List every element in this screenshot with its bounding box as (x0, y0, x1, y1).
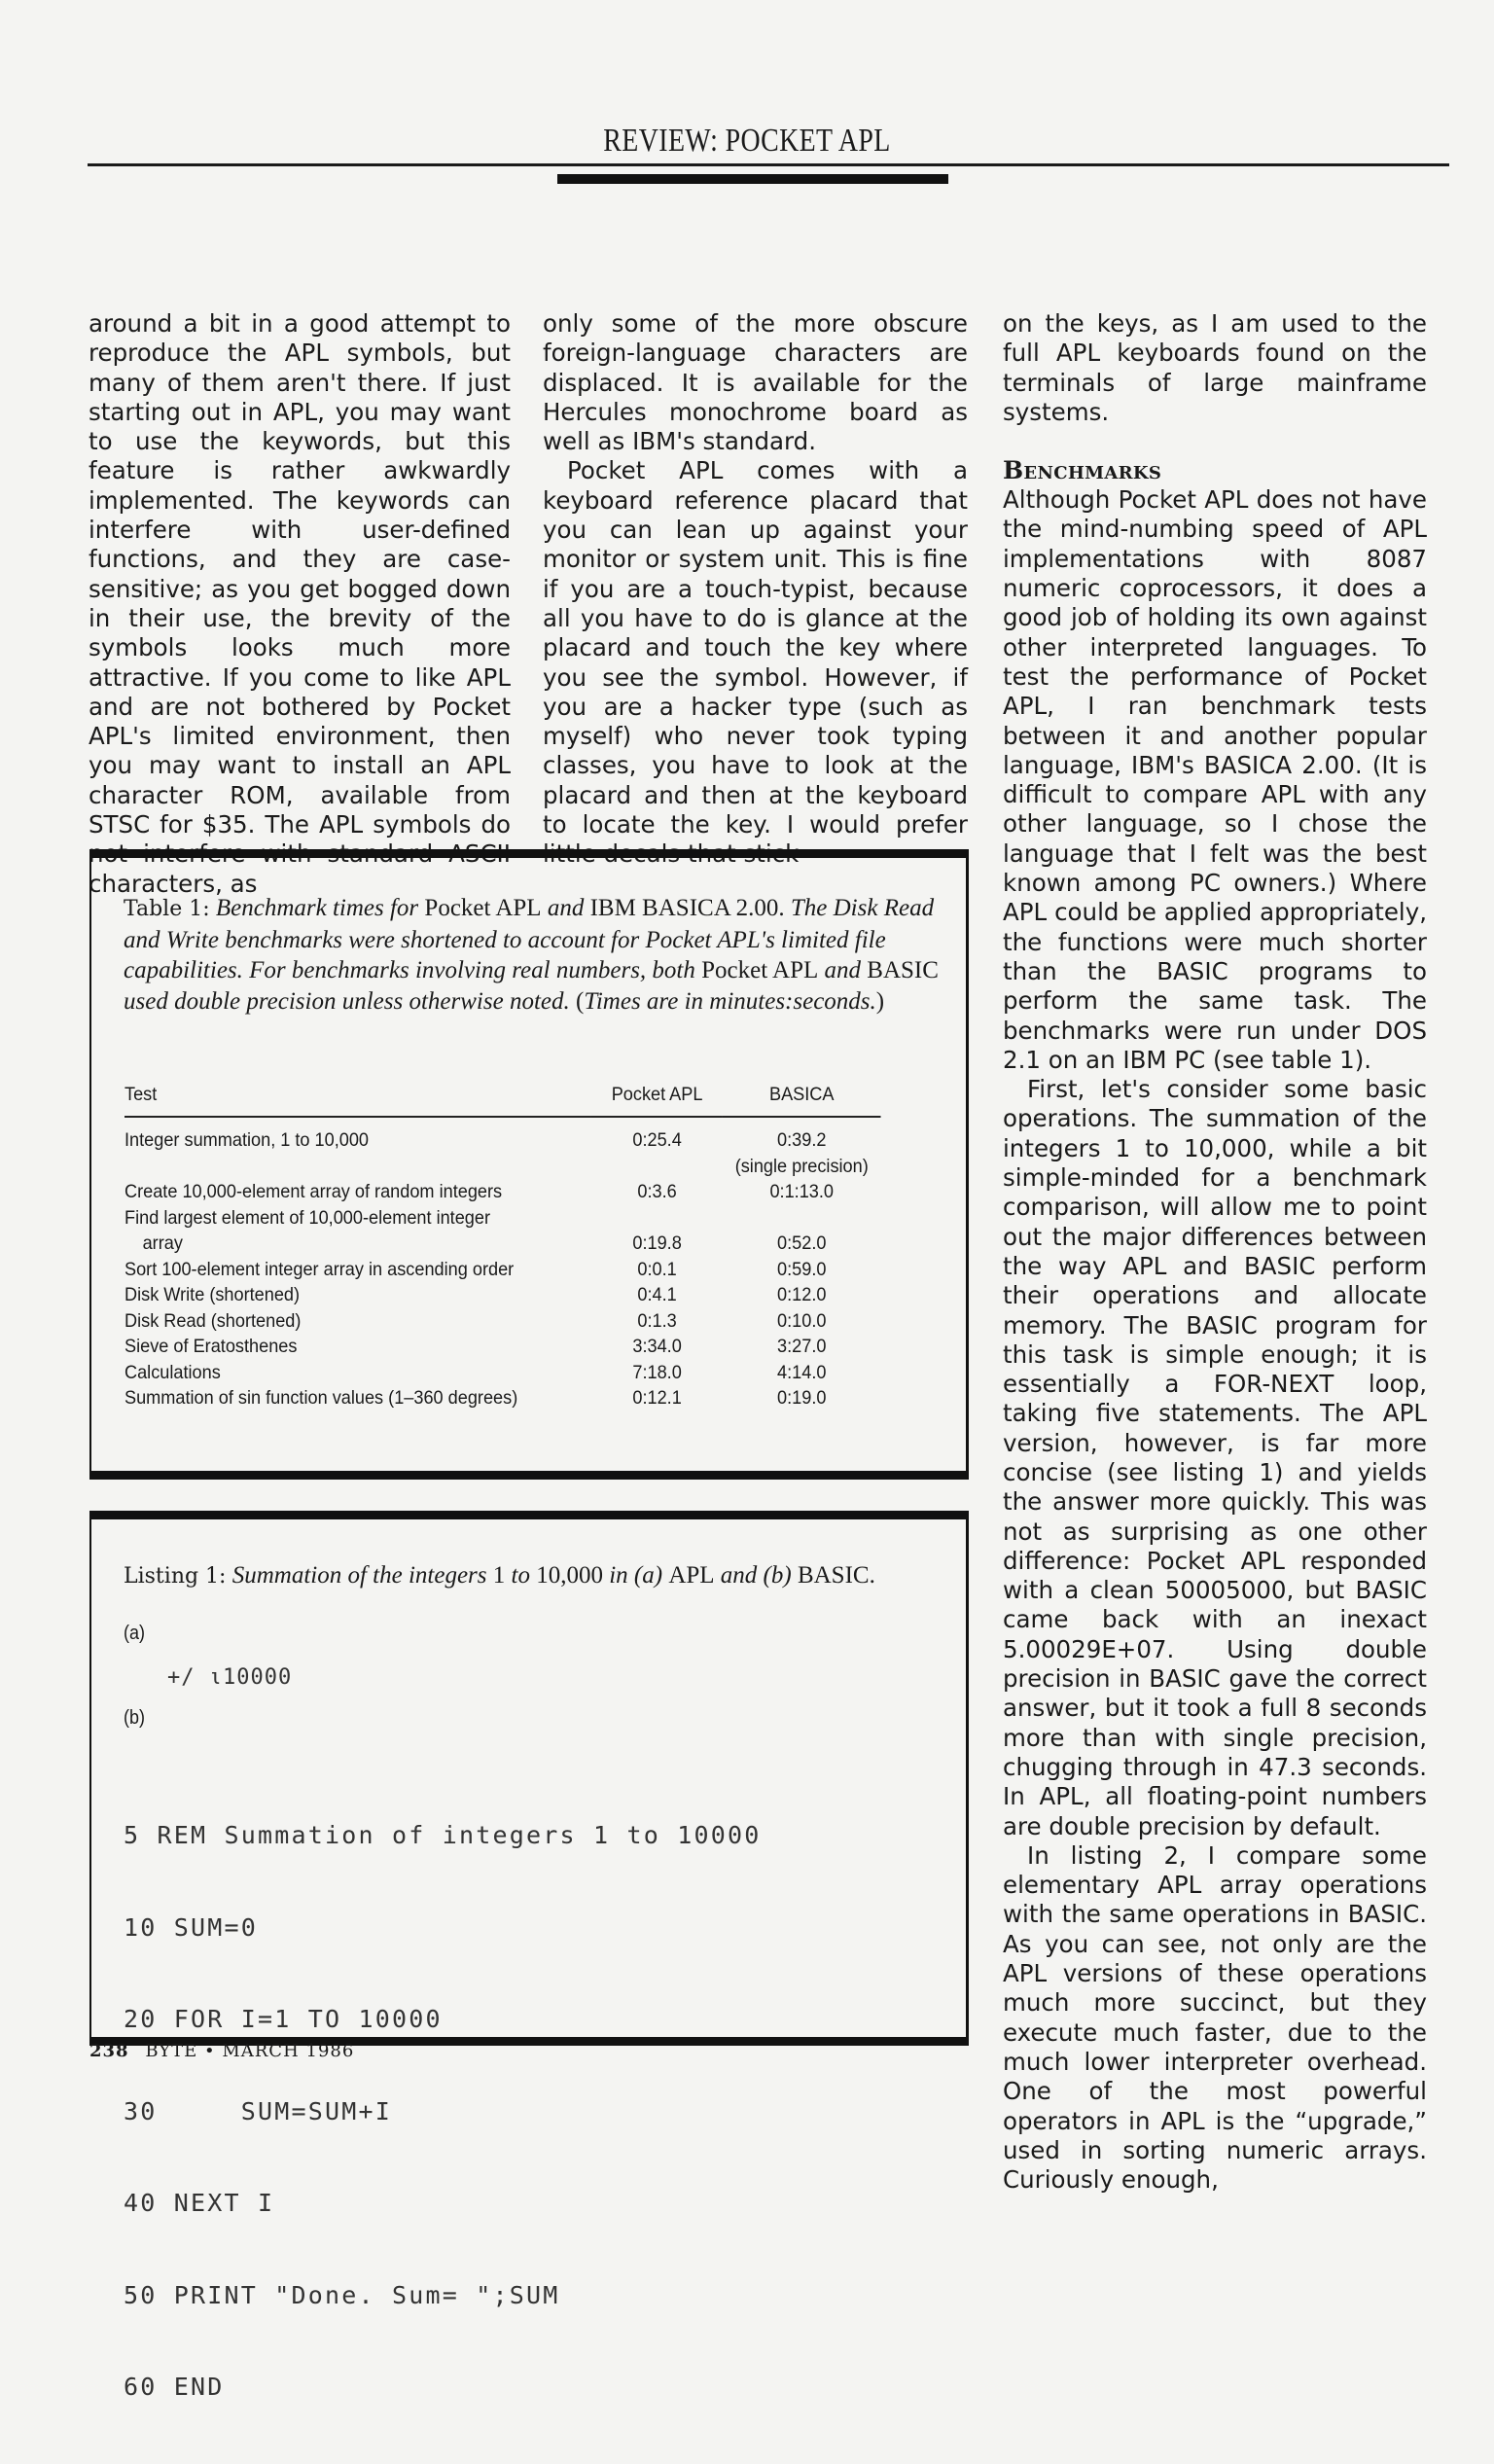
cell-basica: 3:27.0 (777, 1336, 827, 1357)
table-1-box (89, 849, 969, 1480)
cell-apl: 7:18.0 (632, 1361, 682, 1383)
column-header-test: Test (124, 1084, 591, 1117)
paragraph: around a bit in a good attempt to reproduce the APL symbols, but many of them aren't there. If just starting out in APL, you may want to use the keywords, but this feature is rather awkwardly implemented. The keywords can interfere with user-defined functions, and they are case-sensitive; as you get bogged down in their use, the brevity of the symbols looks much more attractive. If you come to like APL and are not bothered by Pocket APL's limited environment, then you may want to install an APL character ROM, available from STSC for $35. The APL symbols do not interfere with standard ASCII characters, as (89, 309, 511, 898)
caption-run: Pocket APL (701, 957, 819, 983)
cell-test: Disk Write (shortened) (124, 1284, 301, 1305)
page-footer (89, 2041, 354, 2061)
code-line: 40 NEXT I (124, 2189, 275, 2217)
cell-basica: 4:14.0 (777, 1361, 827, 1383)
cell-test: Disk Read (shortened) (124, 1309, 302, 1332)
caption-run: and (818, 957, 868, 983)
cell-test: Sort 100-element integer array in ascending order (124, 1258, 515, 1280)
code-line: 10 SUM=0 (124, 1912, 259, 1942)
cell-apl (591, 1205, 723, 1257)
caption-run: 10,000 (536, 1562, 603, 1589)
part-b-label: (b) (124, 1707, 146, 1729)
caption-run: IBM BASICA 2.00. (589, 895, 785, 921)
cell-basica-value: 0:52.0 (777, 1232, 827, 1254)
caption-run: a (642, 1562, 655, 1589)
caption-run: ( (576, 987, 585, 1015)
cell-apl: 0:4.1 (637, 1284, 677, 1305)
cell-basica-note: (single precision) (734, 1155, 869, 1177)
caption-run: and (541, 895, 590, 921)
caption-run: BASIC. (797, 1562, 875, 1589)
caption-run: and ( (714, 1562, 771, 1589)
table-row (124, 1117, 880, 1179)
column-2 (543, 309, 968, 870)
caption-run: to (505, 1562, 537, 1589)
publication-info: BYTE • MARCH 1986 (145, 2041, 355, 2061)
header-bar (557, 174, 948, 184)
cell-apl: 0:25.4 (632, 1129, 682, 1151)
table-row (124, 1360, 880, 1386)
paragraph: on the keys, as I am used to the full APL keyboards found on the terminals of large mainframe systems. (1003, 309, 1427, 426)
column-1 (89, 309, 511, 899)
section-heading: Benchmarks (1003, 456, 1162, 485)
paragraph: First, let's consider some basic operations. The summation of the integers 1 to 10,000, while a bit simple-minded for a benchmark comparison, will allow me to point out the major differences between the way APL and BASIC perform their operations and allocate memory. The BASIC program for this task is simple enough; it is essentially a FOR-NEXT loop, taking five statements. The APL version, however, is far more concise (see listing 1) and yields the answer more quickly. This was not as surprising as one other difference: Pocket APL responded with a clean 50005000, but BASIC came back with an inexact 5.00029E+07. Using double precision in BASIC gave the correct answer, but it took a full 8 seconds more than with single precision, chugging through in 47.3 seconds. In APL, all floating-point numbers are double precision by default. (1003, 1075, 1427, 1840)
cell-test (124, 1205, 591, 1257)
code-line: 5 REM Summation of integers 1 to 10000 (124, 1821, 762, 1849)
paragraph: only some of the more obscure foreign-language characters are displaced. It is available for the Hercules monochrome board as well as IBM's standard. (543, 309, 968, 456)
caption-text (124, 895, 939, 1015)
cell-test-line-1: Find largest element of 10,000-element integer (124, 1206, 491, 1229)
caption-run: b (770, 1562, 784, 1589)
caption-run: The Disk Read and Write benchmarks were shortened to account for Pocket APL's limited file capabilities. For benchmarks involving real numbers, both (124, 895, 935, 983)
paragraph: Although Pocket APL does not have the mind-numbing speed of APL implementations with 8087 numeric coprocessors, it does a good job of holding its own against other interpreted languages. To test the performance of Pocket APL, I ran benchmark tests between it and another popular language, IBM's BASICA 2.00. (It is difficult to compare APL with any other language, so I chose the language that I felt was the best known among PC owners.) Where APL could be applied appropriately, the functions were much shorter than the BASIC programs to perform the same task. The benchmarks were run under DOS 2.1 on an IBM PC (see table 1). (1003, 485, 1427, 1074)
paragraph: In listing 2, I compare some elementary APL array operations with the same operations in BASIC. As you can see, not only are the APL versions of these operations much more succinct, but they execute much faster, due to the much lower interpreter overhead. One of the most powerful operators in APL is the “upgrade,” used in sorting numeric arrays. Curiously enough, (1003, 1840, 1427, 2195)
code-line: 50 PRINT "Done. Sum= ";SUM (124, 2280, 560, 2309)
cell-test: Calculations (124, 1361, 221, 1383)
code-line: 30 SUM=SUM+I (124, 2096, 393, 2125)
caption-run: APL (668, 1562, 715, 1589)
table-caption (124, 893, 941, 1017)
caption-lead: Table 1: (124, 897, 210, 921)
caption-run: Times are in minutes:seconds. (584, 987, 876, 1015)
table-row (124, 1334, 880, 1360)
caption-run: Summation of the integers (226, 1562, 493, 1589)
cell-test: Create 10,000-element array of random integers (124, 1181, 503, 1202)
cell-basica: 0:1:13.0 (769, 1181, 835, 1202)
caption-lead: Listing 1: (124, 1564, 227, 1589)
cell-basica-value: 0:39.2 (777, 1129, 827, 1151)
cell-apl: 0:3.6 (637, 1181, 677, 1202)
table-header-row (124, 1084, 880, 1117)
benchmark-table (124, 1084, 880, 1411)
cell-basica (723, 1205, 880, 1257)
code-line: 60 END (124, 2373, 225, 2401)
cell-basica: 0:10.0 (777, 1309, 827, 1332)
table-row (124, 1282, 880, 1308)
cell-apl: 0:12.1 (632, 1387, 682, 1409)
cell-test-line-2: array (142, 1232, 183, 1254)
caption-run: Benchmark times for (209, 895, 425, 921)
cell-apl-value: 0:19.8 (632, 1232, 682, 1254)
page-number: 238 (89, 2041, 129, 2061)
part-a-label: (a) (124, 1623, 146, 1644)
column-header-pocket-apl: Pocket APL (591, 1084, 723, 1117)
cell-test: Summation of sin function values (1–360 degrees) (124, 1387, 518, 1409)
basic-code (124, 1759, 762, 2464)
caption-run: used double precision unless otherwise noted. (124, 987, 576, 1015)
caption-run: ) (875, 987, 885, 1015)
column-header-basica: BASICA (723, 1084, 880, 1117)
table-row (124, 1179, 880, 1205)
column-3 (1003, 309, 1427, 2195)
cell-basica: 0:19.0 (777, 1387, 827, 1409)
caption-run: BASIC (867, 957, 939, 983)
cell-apl: 0:0.1 (637, 1258, 677, 1280)
table-row (124, 1385, 880, 1411)
cell-apl: 3:34.0 (632, 1336, 682, 1357)
cell-basica (723, 1117, 880, 1179)
caption-run: 1 (492, 1562, 506, 1589)
table-row (124, 1205, 880, 1257)
table-row (124, 1308, 880, 1335)
listing-caption (124, 1560, 960, 1592)
paragraph: Pocket APL comes with a keyboard reference placard that you can lean up against your monitor or system unit. This is fine if you are a touch-typist, because all you have to do is glance at the placard and touch the key where you see the symbol. However, if you are a hacker type (such as myself) who never took typing classes, you have to look at the placard and then at the keyboard to locate the key. I would prefer little decals that stick (543, 456, 968, 869)
code-line: 20 FOR I=1 TO 10000 (124, 2005, 443, 2033)
page-header-title: REVIEW: POCKET APL (603, 123, 891, 159)
caption-run: ) (654, 1562, 669, 1589)
cell-test: Integer summation, 1 to 10,000 (124, 1129, 370, 1151)
caption-run: Pocket APL (424, 895, 542, 921)
cell-apl: 0:1.3 (637, 1309, 677, 1332)
cell-basica: 0:12.0 (777, 1284, 827, 1305)
caption-run: in ( (602, 1562, 643, 1589)
header-rule (88, 163, 1449, 166)
caption-run: ) (783, 1562, 798, 1589)
apl-code: +/ ⍳10000 (167, 1665, 293, 1690)
caption-text (226, 1562, 874, 1589)
cell-test: Sieve of Eratosthenes (124, 1336, 298, 1357)
table-row (124, 1257, 880, 1283)
cell-basica: 0:59.0 (777, 1258, 827, 1280)
